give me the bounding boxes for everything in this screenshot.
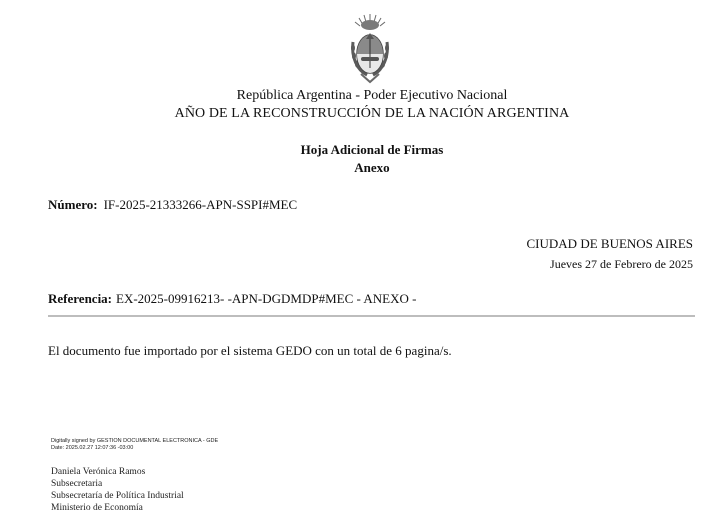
document-number-value: IF-2025-21333266-APN-SSPI#MEC bbox=[103, 197, 298, 212]
document-reference-label: Referencia: bbox=[48, 291, 113, 306]
signer-name: Daniela Verónica Ramos bbox=[51, 467, 146, 477]
document-reference-value: EX-2025-09916213- -APN-DGDMDP#MEC - ANEXO - bbox=[116, 291, 417, 306]
signer-office: Subsecretaría de Política Industrial bbox=[51, 491, 184, 501]
document-title: Hoja Adicional de Firmas bbox=[300, 142, 444, 157]
header-line-government: República Argentina - Poder Ejecutivo Nacional bbox=[236, 88, 508, 103]
header-line-year-motto: AÑO DE LA RECONSTRUCCIÓN DE LA NACIÓN ARGENTINA bbox=[174, 106, 570, 121]
signer-block bbox=[51, 466, 184, 514]
document-body-text: El documento fue importado por el sistema GEDO con un total de 6 pagina/s. bbox=[48, 343, 452, 358]
document-subtitle: Anexo bbox=[354, 160, 390, 175]
digital-signature-date: Date: 2025.02.27 12:07:36 -03:00 bbox=[51, 444, 134, 451]
coat-of-arms-icon bbox=[345, 12, 395, 86]
signer-position: Subsecretaria bbox=[51, 479, 103, 489]
divider bbox=[48, 315, 695, 317]
document-reference bbox=[48, 291, 416, 307]
digital-signature-signed-by: Digitally signed by GESTION DOCUMENTAL ELECTRONICA - GDE bbox=[51, 438, 219, 444]
document-location: CIUDAD DE BUENOS AIRES bbox=[526, 236, 693, 251]
document-number-label: Número: bbox=[48, 197, 98, 212]
signer-ministry: Ministerio de Economía bbox=[51, 503, 143, 513]
document-number bbox=[48, 197, 297, 213]
digital-signature-stamp bbox=[51, 438, 218, 451]
document-date: Jueves 27 de Febrero de 2025 bbox=[550, 257, 693, 271]
